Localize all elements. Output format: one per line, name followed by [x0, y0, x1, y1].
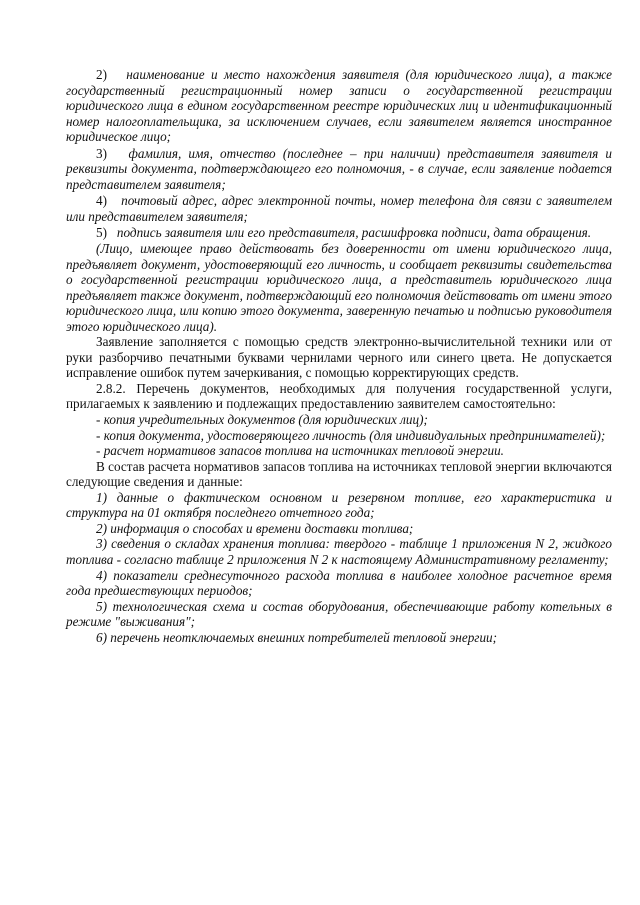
section-2-8-2-paragraph: 2.8.2. Перечень документов, необходимых для получения государственной услуги, прилагаемых к заявлению и подлежащих предоставлению заявителем самостоятельно:: [66, 380, 612, 412]
item-text: подпись заявителя или его представителя, расшифровка подписи, дата обращения.: [116, 225, 592, 241]
applicant-item-4: [66, 193, 612, 224]
item-text: наименование и место нахождения заявителя (для юридического лица), а также государственный регистрационный номер записи о государственной регистрации юридического лица в едином государственном реестре юридических лиц и идентификационный номер налогоплательщика, за исключением случаев, если заявителем является иностранное юридическое лицо;: [66, 67, 613, 145]
item-number: 2): [96, 67, 107, 82]
calc-item-6: 6) перечень неотключаемых внешних потребителей тепловой энергии;: [96, 629, 498, 645]
document-item-1: - копия учредительных документов (для юридических лиц);: [96, 412, 428, 428]
calc-item-3: 3) сведения о складах хранения топлива: твердого - таблице 1 приложения N 2, жидкого топлива - согласно таблице 2 приложения N 2 к настоящему Административному регламенту;: [66, 536, 612, 567]
document-item-3: - расчет нормативов запасов топлива на источниках тепловой энергии.: [96, 443, 504, 459]
calc-item-5: 5) технологическая схема и состав оборудования, обеспечивающие работу котельных в режиме "выживания";: [66, 598, 612, 630]
representative-note: (Лицо, имеющее право действовать без доверенности от имени юридического лица, предъявляет документ, удостоверяющий его личность, и сообщает реквизиты свидетельства о государственной регистрации юридического лица, а представитель юридического лица предъявляет также документ, подтверждающий его полномочия действовать от имени этого юридического лица, или копию этого документа, заверенную печатью и подписью руководителя этого юридического лица).: [66, 241, 612, 334]
calc-item-1: 1) данные о фактическом основном и резервном топливе, его характеристика и структура на 01 октября последнего отчетного года;: [66, 489, 612, 521]
document-item-2: - копия документа, удостоверяющего личность (для индивидуальных предпринимателей);: [96, 427, 606, 443]
item-number: 4): [96, 193, 107, 209]
calc-intro-paragraph: В состав расчета нормативов запасов топлива на источниках тепловой энергии включаются следующие сведения и данные:: [66, 458, 612, 490]
calc-item-2: 2) информация о способах и времени доставки топлива;: [96, 520, 414, 536]
calc-item-4: 4) показатели среднесуточного расхода топлива в наиболее холодное расчетное время года предшествующих периодов;: [66, 567, 612, 599]
fill-rules-paragraph: Заявление заполняется с помощью средств электронно-вычислительной техники или от руки разборчиво печатными буквами чернилами черного или синего цвета. Не допускается исправление ошибок путем зачеркивания, с помощью корректирующих средств.: [66, 334, 612, 381]
applicant-item-5: [66, 225, 612, 241]
item-number: 5): [96, 225, 107, 241]
item-text: почтовый адрес, адрес электронной почты, номер телефона для связи с заявителем или представителем заявителя;: [66, 193, 612, 224]
item-text: фамилия, имя, отчество (последнее – при наличии) представителя заявителя и реквизиты документа, подтверждающего его полномочия, - в случае, если заявление подается представителем заявителя;: [66, 145, 612, 192]
document-page: [66, 67, 612, 645]
applicant-item-2: [66, 67, 612, 145]
applicant-item-3: [66, 146, 612, 193]
item-number: 3): [96, 145, 107, 161]
